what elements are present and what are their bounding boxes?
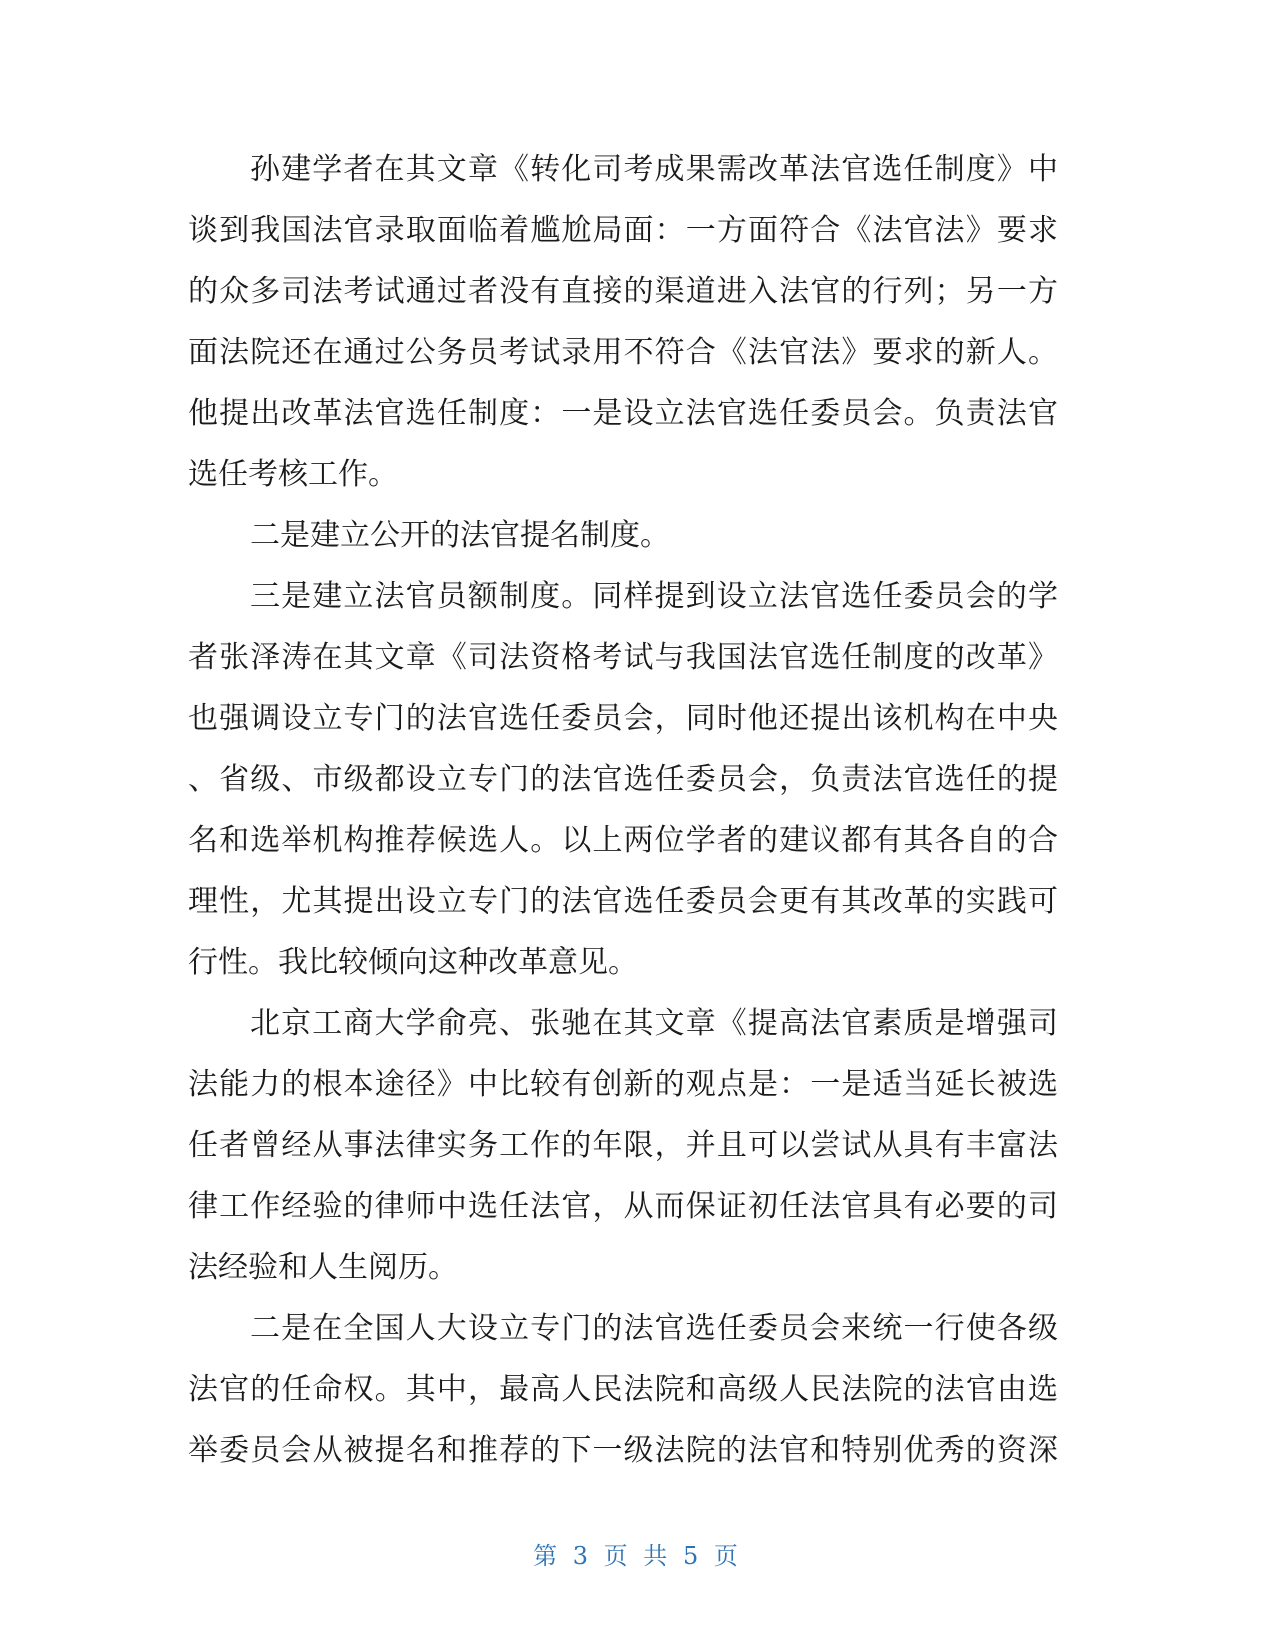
text-line: 谈到我国法官录取面临着尴尬局面：一方面符合《法官法》要求 (188, 213, 1058, 248)
text-line: 二是在全国人大设立专门的法官选任委员会来统一行使各级 (250, 1311, 1058, 1346)
text-line: 北京工商大学俞亮、张驰在其文章《提高法官素质是增强司 (250, 1006, 1058, 1041)
text-line: 孙建学者在其文章《转化司考成果需改革法官选任制度》中 (250, 152, 1058, 187)
footer-middle: 页 共 (603, 1542, 672, 1570)
text-line: 他提出改革法官选任制度：一是设立法官选任委员会。负责法官 (188, 396, 1058, 431)
text-line: 、省级、市级都设立专门的法官选任委员会，负责法官选任的提 (188, 762, 1058, 797)
text-line: 任者曾经从事法律实务工作的年限，并且可以尝试从具有丰富法 (188, 1128, 1058, 1163)
text-line: 法经验和人生阅历。 (188, 1250, 458, 1285)
text-line: 也强调设立专门的法官选任委员会，同时他还提出该机构在中央 (188, 701, 1058, 736)
text-line: 法能力的根本途径》中比较有创新的观点是：一是适当延长被选 (188, 1067, 1058, 1102)
text-line: 选任考核工作。 (188, 457, 398, 492)
footer-suffix: 页 (713, 1542, 742, 1570)
text-line: 三是建立法官员额制度。同样提到设立法官选任委员会的学 (250, 579, 1058, 614)
text-line: 举委员会从被提名和推荐的下一级法院的法官和特别优秀的资深 (188, 1433, 1058, 1468)
text-line: 面法院还在通过公务员考试录用不符合《法官法》要求的新人。 (188, 335, 1058, 370)
text-line: 法官的任命权。其中，最高人民法院和高级人民法院的法官由选 (188, 1372, 1058, 1407)
text-line: 的众多司法考试通过者没有直接的渠道进入法官的行列；另一方 (188, 274, 1058, 309)
text-line: 行性。我比较倾向这种改革意见。 (188, 945, 638, 980)
footer-current-page: 3 (572, 1542, 593, 1570)
text-line: 理性，尤其提出设立专门的法官选任委员会更有其改革的实践可 (188, 884, 1058, 919)
footer-prefix: 第 (533, 1542, 562, 1570)
document-body (188, 139, 1058, 1481)
text-line: 二是建立公开的法官提名制度。 (250, 518, 670, 553)
text-line: 律工作经验的律师中选任法官，从而保证初任法官具有必要的司 (188, 1189, 1058, 1224)
footer-total-pages: 5 (682, 1542, 703, 1570)
page-footer (0, 1536, 1275, 1571)
text-line: 名和选举机构推荐候选人。以上两位学者的建议都有其各自的合 (188, 823, 1058, 858)
text-line: 者张泽涛在其文章《司法资格考试与我国法官选任制度的改革》 (188, 640, 1058, 675)
